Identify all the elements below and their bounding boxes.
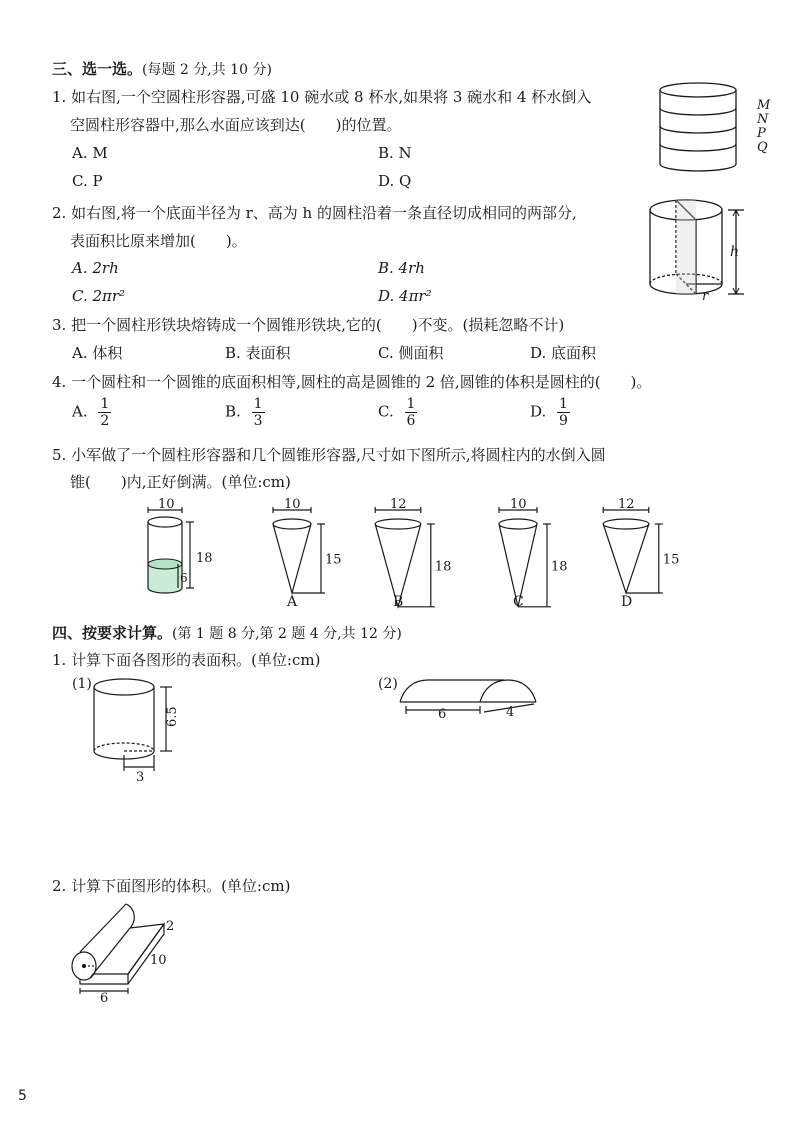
q2-label-h: h xyxy=(730,244,740,260)
q5-cone-b xyxy=(368,497,458,610)
q2-cut-cylinder-figure xyxy=(648,196,758,308)
q4-option-a-label: A. xyxy=(72,402,88,421)
p2-width: 6 xyxy=(100,991,109,1006)
q5-cyl-water: 6 xyxy=(180,571,188,585)
q5-cone-c xyxy=(488,497,578,610)
fraction-denominator: 6 xyxy=(406,413,416,429)
q5-cone-a xyxy=(262,497,352,610)
q4-line1: 4. 一个圆柱和一个圆锥的底面积相等,圆柱的高是圆锥的 2 倍,圆锥的体积是圆柱的( )。 xyxy=(52,373,652,391)
q1-stacked-cylinder-figure xyxy=(656,80,776,180)
section-3-heading xyxy=(52,58,272,79)
cone-diameter-label: 10 xyxy=(284,497,301,512)
q1-line2: 空圆柱形容器中,那么水面应该到达( )的位置。 xyxy=(70,116,402,134)
section-3-score-note: (每题 2 分,共 10 分) xyxy=(142,62,272,78)
p1-fig1-label: (1) xyxy=(72,676,92,692)
section-4-score-note: (第 1 题 8 分,第 2 题 4 分,共 12 分) xyxy=(172,626,402,642)
cone-side xyxy=(273,524,311,593)
q1-option-a: A. M xyxy=(72,144,108,162)
q4-option-b-label: B. xyxy=(225,402,241,421)
q4-option-b-fraction xyxy=(252,396,265,429)
q3-option-d: D. 底面积 xyxy=(530,344,597,362)
p2-height: 2 xyxy=(166,919,175,934)
section-4-heading xyxy=(52,622,402,643)
cone-height-label: 15 xyxy=(325,552,342,568)
fraction-numerator: 1 xyxy=(406,396,416,412)
q4-option-c-fraction xyxy=(405,396,418,429)
q1-line1: 1. 如右图,一个空圆柱形容器,可盛 10 碗水或 8 杯水,如果将 3 碗水和 4 杯水倒入 xyxy=(52,88,592,106)
q4-option-d xyxy=(530,396,570,429)
q5-cyl-height: 18 xyxy=(196,551,213,566)
page-number: 5 xyxy=(18,1088,27,1104)
q4-option-c-label: C. xyxy=(378,402,394,421)
cone-diameter-label: 10 xyxy=(510,497,527,512)
q5-cylinder-figure xyxy=(138,497,218,600)
cone-height-label: 18 xyxy=(434,559,452,575)
p1-fig2-length: 6 xyxy=(438,707,447,722)
fraction-numerator: 1 xyxy=(253,396,263,412)
p1-fig2-label: (2) xyxy=(378,676,398,692)
q2-option-b: B. 4rh xyxy=(378,259,425,277)
q2-label-r: r xyxy=(702,289,709,304)
cone-option-label: A xyxy=(287,594,298,610)
p1-fig2-half-cylinder xyxy=(396,672,546,722)
q2-option-c: C. 2πr² xyxy=(72,287,126,305)
p2-title: 2. 计算下面图形的体积。(单位:cm) xyxy=(52,877,291,895)
cone-height-label: 15 xyxy=(662,552,680,568)
p1-title: 1. 计算下面各图形的表面积。(单位:cm) xyxy=(52,651,321,669)
section-3-title: 三、选一选。 xyxy=(52,60,143,78)
q5-cone-d xyxy=(596,497,686,610)
cone-option-label: B xyxy=(393,594,404,610)
q4-option-d-fraction xyxy=(557,396,570,429)
cone-diameter-label: 12 xyxy=(390,497,407,512)
q4-option-a-fraction xyxy=(98,396,111,429)
section-4-title: 四、按要求计算。 xyxy=(52,624,173,642)
q4-option-c xyxy=(378,396,417,429)
fraction-denominator: 9 xyxy=(559,413,568,429)
q3-line1: 3. 把一个圆柱形铁块熔铸成一个圆锥形铁块,它的( )不变。(损耗忽略不计) xyxy=(52,316,565,334)
cone-side xyxy=(603,524,649,593)
cone-height-label: 18 xyxy=(551,559,568,575)
q1-label-q: Q xyxy=(757,140,768,155)
cone-diameter-label: 12 xyxy=(618,497,635,512)
q4-option-b xyxy=(225,396,265,429)
fraction-denominator: 2 xyxy=(100,413,110,429)
cone-rim xyxy=(375,519,421,529)
cone-rim xyxy=(499,519,537,529)
q5-line1: 5. 小军做了一个圆柱形容器和几个圆锥形容器,尺寸如下图所示,将圆柱内的水倒入圆 xyxy=(52,446,606,464)
p1-fig1-height: 6.5 xyxy=(165,706,180,727)
p1-fig2-diameter: 4 xyxy=(506,705,515,720)
q4-option-d-label: D. xyxy=(530,402,547,421)
cone-rim xyxy=(273,519,311,529)
q1-option-b: B. N xyxy=(378,144,412,162)
p1-fig1-radius: 3 xyxy=(136,770,145,785)
q1-label-m: M xyxy=(757,98,771,113)
q2-option-d: D. 4πr² xyxy=(378,287,432,305)
q2-line1: 2. 如右图,将一个底面半径为 r、高为 h 的圆柱沿着一条直径切成相同的两部分, xyxy=(52,204,577,222)
q2-option-a: A. 2rh xyxy=(72,259,119,277)
fraction-numerator: 1 xyxy=(559,396,568,412)
q5-line2: 锥( )内,正好倒满。(单位:cm) xyxy=(70,473,291,491)
q4-option-a xyxy=(72,396,111,429)
p2-composite-figure xyxy=(68,898,188,1006)
fraction-denominator: 3 xyxy=(253,413,263,429)
q5-cyl-diameter: 10 xyxy=(158,497,175,512)
fraction-numerator: 1 xyxy=(100,396,110,412)
p1-fig1-cylinder xyxy=(90,675,200,787)
q2-line2: 表面积比原来增加( )。 xyxy=(70,232,247,250)
q3-option-c: C. 侧面积 xyxy=(378,344,444,362)
cone-option-label: C xyxy=(513,594,524,610)
q1-option-d: D. Q xyxy=(378,172,412,190)
q3-option-a: A. 体积 xyxy=(72,344,123,362)
q1-label-n: N xyxy=(757,112,769,127)
q1-label-p: P xyxy=(757,126,766,141)
p2-length: 10 xyxy=(150,953,167,968)
q3-option-b: B. 表面积 xyxy=(225,344,291,362)
q1-option-c: C. P xyxy=(72,172,103,190)
cone-rim xyxy=(603,519,649,529)
cone-option-label: D xyxy=(621,594,633,610)
